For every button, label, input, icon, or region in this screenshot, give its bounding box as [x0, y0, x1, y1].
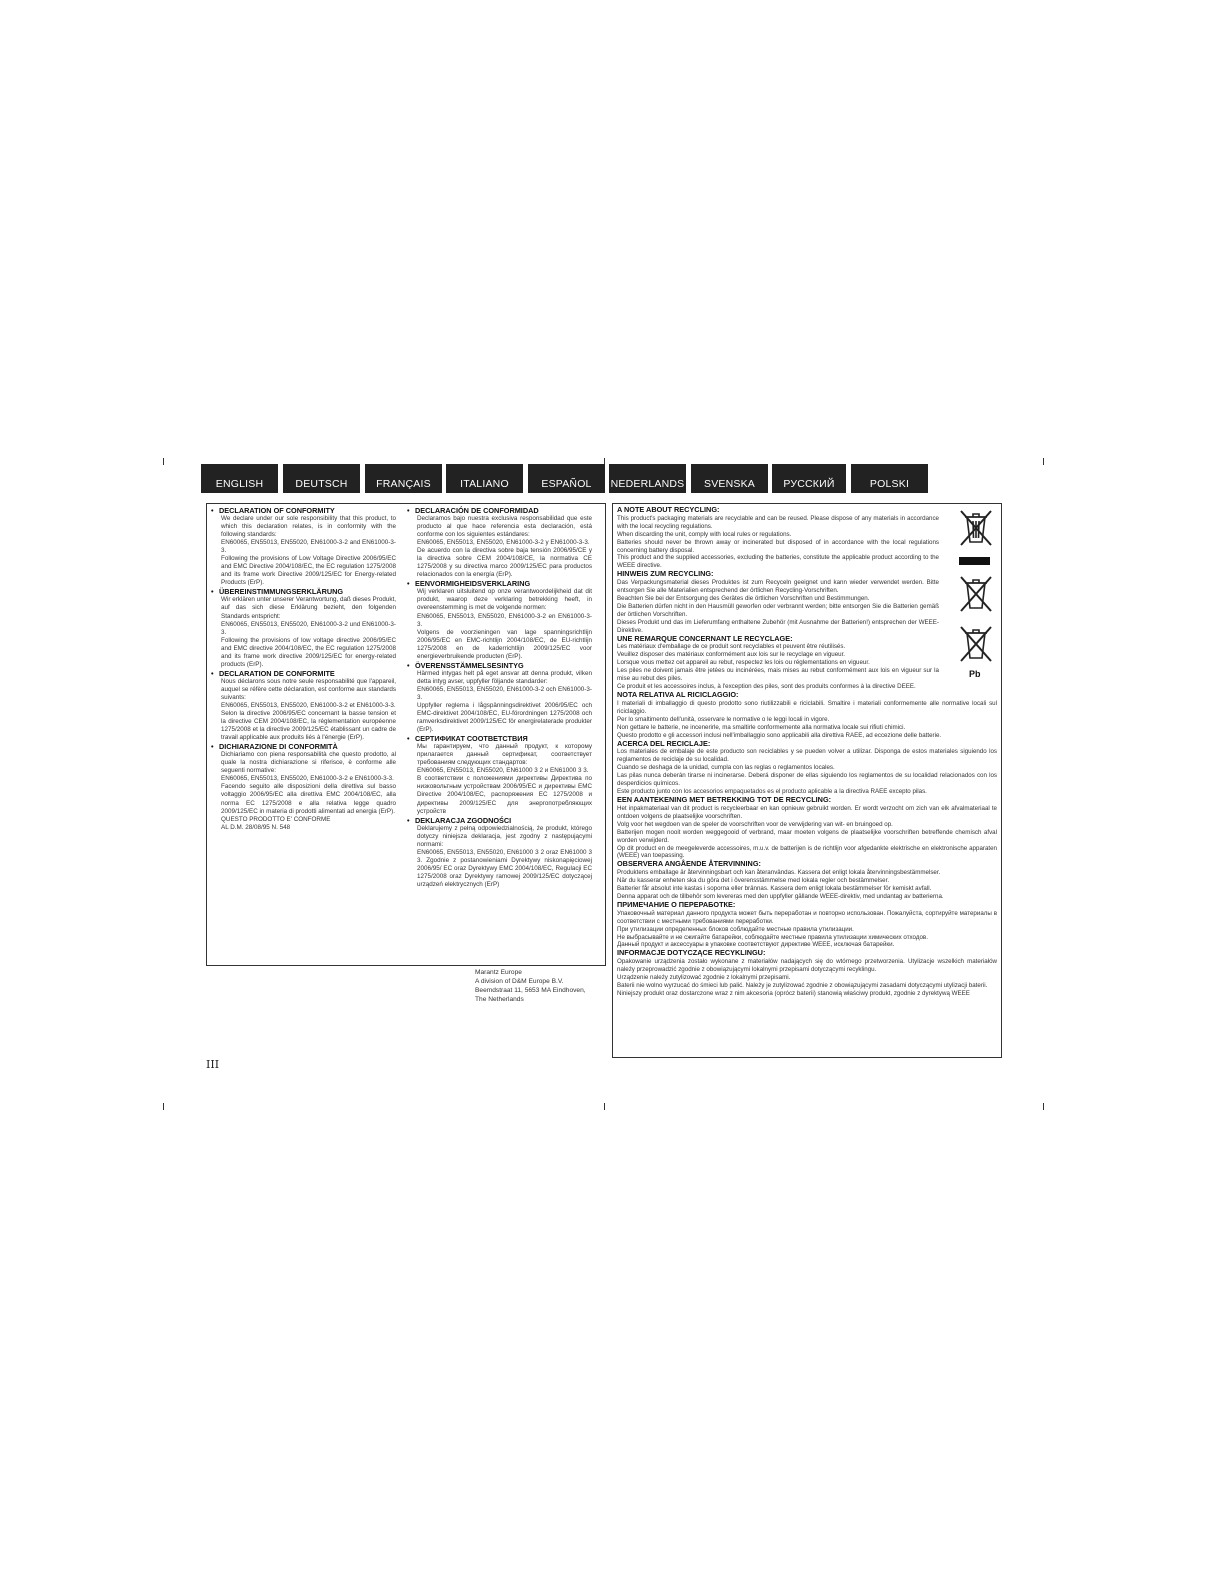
- declarations-column-left: [211, 506, 396, 832]
- recycling-text: Das Verpackungsmaterial dieses Produktes ist zum Recyceln geeignet und kann wieder verwendet werden. Bitte entsorgen Sie alle Materialien entsprechend der örtlichen Recycling-Vorschriften. Beachten Sie bei der Entsorgung des Gerätes die örtlichen Vorschriften und Bestimmungen. Die Batterien dürfen nicht in den Hausmüll geworfen oder verbrannt werden; bitte entsorgen Sie die Batterien gemäß der örtlichen Vorschriften. Dieses Produkt und das im Lieferumfang enthaltene Zubehör (mit Ausnahme der Batterien!) entsprechen der WEEE-Direktive.: [617, 579, 939, 634]
- recycling-title: EEN AANTEKENING MET BETREKKING TOT DE RECYCLING:: [617, 795, 832, 805]
- recycling-title: ПРИМЕЧАНИЕ О ПЕРЕРАБОТКЕ:: [617, 899, 736, 909]
- tab-espanol[interactable]: ESPAÑOL: [528, 464, 605, 493]
- declaration-german: • ÜBEREINSTIMMUNGSERKLÄRUNG Wir erklären unter unserer Verantwortung, daß dieses Produkt, auf das sich diese Erklärung bezieht, den folgenden Standards entspricht: EN60065, EN55013, EN55020, EN61000-3-2 und EN61000-3-3. Following the provisions of low voltage directive 2006/95/EC and EMC directive 2004/108/EC, the EC regulation 1275/2008 and its frame work directive 2009/125/EC for energy-related products (ErP).: [211, 587, 396, 668]
- crop-mark: [163, 1103, 164, 1110]
- recycling-text: Les matériaux d'emballage de ce produit sont recyclables et peuvent être réutilisés. Veuillez disposer des matériaux conformément aux lois sur le recyclage en vigueur. Lorsque vous mettez cet appareil au rebut, respectez les lois ou réglementations en vigueur. Les piles ne doivent jamais être jetées ou incinérées, mais mises au rebut conformément aux lois en vigueur sur la mise au rebut des piles. Ce produit et les accessoires inclus, à l'exception des piles, sont des produits conformes à la directive DEEE.: [617, 643, 939, 691]
- declaration-text: Härmed intygas helt på eget ansvar att denna produkt, vilken detta intyg avser, uppfyller följande standarder: EN60065, EN55013, EN55020, EN61000-3-2 och EN61000-3-3. Uppfyller reglerna i lågspänningsdirektivet 2006/95/EC och EMC-direktivet 2004/108/EC, EU-förordningen 1275/2008 och ramverksdirektivet 2009/125/EC för energirelaterade produkter (ErP).: [417, 669, 592, 734]
- declaration-title: DICHIARAZIONE DI CONFORMITÀ: [219, 742, 338, 752]
- recycling-title: NOTA RELATIVA AL RICICLAGGIO:: [617, 690, 739, 700]
- declaration-title: ÜBEREINSTIMMUNGSERKLÄRUNG: [219, 587, 344, 597]
- recycling-title: HINWEIS ZUM RECYCLING:: [617, 569, 714, 579]
- declaration-polish: • DEKLARACJA ZGODNOŚCI Deklarujemy z pełną odpowiedzialnością, że produkt, którego dotyczy niniejsza deklaracja, jest zgodny z następującymi normami: EN60065, EN55013, EN55020, EN61000 3 2 oraz EN61000 3 3. Zgodnie z postanowieniami Dyrektywy niskonapięciowej 2006/95/ EC oraz Dyrektywy EMC 2004/108/EC, Regulacji EC 1275/2008 oraz Dyrektywy ramowej 2009/125/EC dotyczącej urządzeń elektrycznych (ErP): [407, 815, 592, 888]
- tab-francais[interactable]: FRANÇAIS: [365, 464, 442, 493]
- recycling-title: A NOTE ABOUT RECYCLING:: [617, 505, 720, 514]
- language-tabs: [201, 464, 928, 493]
- recycling-swedish: [617, 860, 997, 901]
- recycling-polish: [617, 949, 997, 997]
- recycling-text: This product's packaging materials are recyclable and can be reused. Please dispose of any materials in accordance with the local recycling regulations. When discarding the unit, comply with local rules or regulations. Batteries should never be thrown away or incinerated but disposed of in accordance with the local regulations concerning battery disposal. This product and the supplied accessories, excluding the batteries, constitute the applicable product according to the WEEE directive.: [617, 514, 939, 570]
- crossed-bin-icon: [958, 624, 994, 664]
- declaration-title: DECLARACIÓN DE CONFORMIDAD: [415, 506, 539, 515]
- crop-mark: [604, 1103, 605, 1110]
- declarations-column-middle: [407, 506, 592, 889]
- recycling-title: ACERCA DEL RECICLAJE:: [617, 738, 711, 748]
- declaration-russian: • СЕРТИФИКАТ СООТВЕТСТВИЯ Мы гарантируем, что данный продукт, к которому прилагается данный сертификат, соответствует требованиям следующих стандартов: EN60065, EN55013, EN55020, EN61000 3 2 и EN61000 3 3. В соответствии с положениями директивы Директива по низковольтным устройствам 2006/95/EC и директивы EMC Directive 2004/108/EC, распоряжения EC 1275/2008 и директивы 2009/125/EC для энергопотребляющих устройств: [407, 734, 592, 815]
- tab-polski[interactable]: POLSKI: [851, 464, 928, 493]
- tab-deutsch[interactable]: DEUTSCH: [283, 464, 360, 493]
- declaration-title: DEKLARACJA ZGODNOŚCI: [415, 815, 512, 825]
- recycling-german: [617, 570, 997, 634]
- recycling-title: UNE REMARQUE CONCERNANT LE RECYCLAGE:: [617, 633, 793, 643]
- recycling-spanish: [617, 740, 997, 796]
- recycling-russian: [617, 901, 997, 949]
- tab-svenska[interactable]: SVENSKA: [691, 464, 768, 493]
- address-line: The Netherlands: [475, 996, 524, 1003]
- recycling-dutch: [617, 796, 997, 860]
- declaration-english: • DECLARATION OF CONFORMITY We declare under our sole responsibility that this product, to which this declaration relates, is in conformity with the following standards: EN60065, EN55013, EN55020, EN61000-3-2 and EN61000-3-3. Following the provisions of Low Voltage Directive 2006/95/EC and EMC Directive 2004/108/EC, the EC regulation 1275/2008 and its frame work Directive 2009/125/EC for Energy-related Products (ErP).: [211, 506, 396, 587]
- recycling-text: Los materiales de embalaje de este producto son reciclables y se pueden volver a utilizar. Disponga de estos materiales siguiendo los reglamentos de reciclaje de su localidad. Cuando se deshaga de la unidad, cumpla con las reglas o reglamentos locales. Las pilas nunca deberán tirarse ni incinerarse. Deberá disponer de ellas siguiendo los reglamentos de su localidad relacionados con los desperdicios químicos. Este producto junto con los accesorios empaquetados es el producto aplicable a la directiva RAEE excepto pilas.: [617, 748, 997, 796]
- recycling-french: [617, 635, 997, 691]
- manufacturer-address: [475, 968, 586, 1004]
- declaration-text: Declaramos bajo nuestra exclusiva responsabilidad que este producto al que hace referencia esta declaración, está conforme con los siguientes estándares: EN60065, EN55013, EN55020, EN61000-3-2 y EN61000-3-3. De acuerdo con la directiva sobre baja tensión 2006/95/CE y la directiva sobre CEM 2004/108/CE, la normativa CE 1275/2008 y su directiva marco 2009/125/EC para productos relacionados con la energía (ErP).: [417, 515, 592, 579]
- recycling-title: INFORMACJE DOTYCZĄCE RECYKLINGU:: [617, 948, 766, 958]
- crossed-bin-icon: [958, 574, 994, 614]
- address-line: Beemdstraat 11, 5653 MA Eindhoven,: [475, 987, 586, 994]
- recycling-notes: [617, 506, 997, 998]
- recycling-text: Упаковочный материал данного продукта может быть переработан и повторно использован. Пожалуйста, сортируйте материалы в соответствии с местными требованиями переработки. При утилизации определенных блоков соблюдайте местные правила утилизации. Не выбрасывайте и не сжигайте батарейки, соблюдайте местные правила утилизации химических отходов. Данный продукт и аксессуары в упаковке соответствуют директиве WEEE, исключая батарейки.: [617, 909, 997, 949]
- declaration-text: Wir erklären unter unserer Verantwortung, daß dieses Produkt, auf das sich diese Erklärung bezieht, den folgenden Standards entspricht: EN60065, EN55013, EN55020, EN61000-3-2 und EN61000-3-3. Following the provisions of low voltage directive 2006/95/EC and EMC directive 2004/108/EC, the EC regulation 1275/2008 and its frame work directive 2009/125/EC for energy-related products (ErP).: [221, 596, 396, 668]
- declaration-text: Dichiariamo con piena responsabilità che questo prodotto, al quale la nostra dichiarazione si riferisce, è conforme alle seguenti normative: EN60065, EN55013, EN55020, EN61000-3-2 e EN61000-3-3. Facendo seguito alle disposizioni della direttiva sul basso voltaggio 2006/95/EC alla direttiva EMC 2004/108/EC, alla norma EC 1275/2008 e alla relativa legge quadro 2009/125/EC in materia di prodotti alimentati ad energia (ErP). QUESTO PRODOTTO E' CONFORME AL D.M. 28/08/95 N. 548: [221, 751, 396, 831]
- address-line: Marantz Europe: [475, 969, 522, 976]
- tab-russian[interactable]: РУССКИЙ: [772, 464, 846, 493]
- declaration-text: Мы гарантируем, что данный продукт, к которому прилагается данный сертификат, соответствует требованиям следующих стандартов: EN60065, EN55013, EN55020, EN61000 3 2 и EN61000 3 3. В соответствии с положениями директивы Директива по низковольтным устройствам 2006/95/EC и директивы EMC Directive 2004/108/EC, распоряжения EC 1275/2008 и директивы 2009/125/EC для энергопотребляющих устройств: [417, 743, 592, 815]
- declaration-italian: • DICHIARAZIONE DI CONFORMITÀ Dichiariamo con piena responsabilità che questo prodotto, al quale la nostra dichiarazione si riferisce, è conforme alle seguenti normative: EN60065, EN55013, EN55020, EN61000-3-2 e EN61000-3-3. Facendo seguito alle disposizioni della direttiva sul basso voltaggio 2006/95/EC alla direttiva EMC 2004/108/EC, alla norma EC 1275/2008 e alla relativa legge quadro 2009/125/EC in materia di prodotti alimentati ad energia (ErP). QUESTO PRODOTTO E' CONFORME AL D.M. 28/08/95 N. 548: [211, 742, 396, 831]
- recycling-english: [617, 506, 997, 570]
- declaration-text: Deklarujemy z pełną odpowiedzialnością, że produkt, którego dotyczy niniejsza deklaracja, jest zgodny z następującymi normami: EN60065, EN55013, EN55020, EN61000 3 2 oraz EN61000 3 3. Zgodnie z postanowieniami Dyrektywy niskonapięciowej 2006/95/ EC oraz Dyrektywy EMC 2004/108/EC, Regulacji EC 1275/2008 oraz Dyrektywy ramowej 2009/125/EC dotyczącej urządzeń elektrycznych (ErP): [417, 824, 592, 888]
- declaration-title: DECLARATION DE CONFORMITE: [219, 668, 335, 678]
- crop-mark: [1043, 458, 1044, 465]
- recycling-text: Produktens emballage är återvinningsbart och kan återanvändas. Kassera det enligt lokala återvinningsbestämmelser. När du kasserar enheten ska du göra det i överensstämmelse med lokala regler och bestämmelser. Batterier får absolut inte kastas i soporna eller brännas. Kassera dem enligt lokala bestämmelser för kemiskt avfall. Denna apparat och de tillbehör som levereras med den uppfyller gällande WEEE-direktiv, med undantag av batterierna.: [617, 869, 944, 900]
- declaration-dutch: • EENVORMIGHEIDSVERKLARING Wij verklaren uitsluitend op onze verantwoordelijkheid dat dit produkt, waarop deze verklaring betrekking heeft, in overeenstemming is met de volgende normen: EN60065, EN55013, EN55020, EN61000-3-2 en EN61000-3-3. Volgens de voorzieningen van lage spanningsrichtlijn 2006/95/EC en EMC-richtlijn 2004/108/EC, de EU-richtlijn 1275/2008 en de kaderrichtlijn 2009/125/EC voor energieverbruikende producten (ErP).: [407, 579, 592, 660]
- declaration-french: • DECLARATION DE CONFORMITE Nous déclarons sous notre seule responsabilité que l'appareil, auquel se réfère cette déclaration, est conforme aux standards suivants: EN60065, EN55013, EN55020, EN61000-3-2 et EN61000-3-3. Selon la directive 2006/95/EC concernant la basse tension et la directive CEM 2004/108/EC, la réglementation européenne 1275/2008 et la directive 2009/125/EC établissant un cadre de travail applicable aux produits liés à l'énergie (ErP).: [211, 668, 396, 742]
- tab-english[interactable]: ENGLISH: [201, 464, 278, 493]
- tab-nederlands[interactable]: NEDERLANDS: [609, 464, 686, 493]
- declaration-swedish: • ÖVERENSSTÄMMELSESINTYG Härmed intygas helt på eget ansvar att denna produkt, vilken detta intyg avser, uppfyller följande standarder: EN60065, EN55013, EN55020, EN61000-3-2 och EN61000-3-3. Uppfyller reglerna i lågspänningsdirektivet 2006/95/EC och EMC-direktivet 2004/108/EC, EU-förordningen 1275/2008 och ramverksdirektivet 2009/125/EC för energirelaterade produkter (ErP).: [407, 660, 592, 734]
- declaration-title: ÖVERENSSTÄMMELSESINTYG: [415, 660, 524, 670]
- declaration-title: СЕРТИФИКАТ СООТВЕТСТВИЯ: [415, 734, 528, 744]
- recycling-text: Opakowanie urządzenia zostało wykonane z materiałów nadających się do wtórnego przetworzenia. Utylizacje wszelkich materiałów należy przeprowadzić zgodnie z obowiązującymi lokalnymi przepisami dotyczącymi recyklingu. Urządzenie należy zutylizować zgodnie z lokalnymi przepisami. Baterii nie wolno wyrzucać do śmieci lub palić. Należy je zutylizować zgodnie z obowiązującymi zasadami dotyczącymi utylizacji baterii. Niniejszy produkt oraz dostarczone wraz z nim akcesoria (oprócz baterii) stanowią właściwy produkt, zgodnie z dyrektywą WEEE: [617, 958, 997, 997]
- recycling-italian: [617, 691, 997, 739]
- pb-label: Pb: [969, 669, 981, 679]
- declaration-text: Nous déclarons sous notre seule responsabilité que l'appareil, auquel se réfère cette déclaration, est conforme aux standards suivants: EN60065, EN55013, EN55020, EN61000-3-2 et EN61000-3-3. Selon la directive 2006/95/EC concernant la basse tension et la directive CEM 2004/108/EC, la réglementation européenne 1275/2008 et la directive 2009/125/EC établissant un cadre de travail applicable aux produits liés à l'énergie (ErP).: [221, 677, 396, 742]
- recycling-text: I materiali di imballaggio di questo prodotto sono riutilizzabili e riciclabili. Smaltire i materiali conformemente alle normative locali sul riciclaggio. Per lo smaltimento dell'unità, osservare le normative o le leggi locali in vigore. Non gettare le batterie, ne incenerirle, ma smaltirle conformemente alla normativa locale sui rifiuti chimici. Questo prodotto e gli accessori inclusi nell'imballaggio sono applicabili alla direttiva RAEE, ad eccezione delle batterie.: [617, 699, 997, 739]
- weee-bar-icon: [959, 557, 990, 565]
- page-number: III: [206, 1058, 220, 1071]
- declaration-spanish: • DECLARACIÓN DE CONFORMIDAD Declaramos bajo nuestra exclusiva responsabilidad que este producto al que hace referencia esta declaración, está conforme con los siguientes estándares: EN60065, EN55013, EN55020, EN61000-3-2 y EN61000-3-3. De acuerdo con la directiva sobre baja tensión 2006/95/CE y la directiva sobre CEM 2004/108/CE, la normativa CE 1275/2008 y su directiva marco 2009/125/EC para productos relacionados con la energía (ErP).: [407, 506, 592, 579]
- declaration-text: Wij verklaren uitsluitend op onze verantwoordelijkheid dat dit produkt, waarop deze verklaring betrekking heeft, in overeenstemming is met de volgende normen: EN60065, EN55013, EN55020, EN61000-3-2 en EN61000-3-3. Volgens de voorzieningen van lage spanningsrichtlijn 2006/95/EC en EMC-richtlijn 2004/108/EC, de EU-richtlijn 1275/2008 en de kaderrichtlijn 2009/125/EC voor energieverbruikende producten (ErP).: [417, 588, 592, 660]
- declaration-title: EENVORMIGHEIDSVERKLARING: [415, 579, 531, 589]
- declaration-title: DECLARATION OF CONFORMITY: [219, 506, 335, 515]
- address-line: A division of D&M Europe B.V.: [475, 978, 564, 985]
- declaration-text: We declare under our sole responsibility that this product, to which this declaration relates, is in conformity with the following standards: EN60065, EN55013, EN55020, EN61000-3-2 and EN61000-3-3. Following the provisions of Low Voltage Directive 2006/95/EC and EMC Directive 2004/108/EC, the EC regulation 1275/2008 and its frame work Directive 2009/125/EC for Energy-related Products (ErP).: [221, 515, 396, 587]
- crossed-bin-icon: [958, 508, 994, 548]
- crop-mark: [1043, 1103, 1044, 1110]
- recycling-text: Het inpakmateriaal van dit product is recycleerbaar en kan opnieuw gebruikt worden. Er wordt verzocht om zich van elk afvalmateriaal te ontdoen volgens de plaatselijke voorschriften. Volg voor het wegdoen van de speler de voorschriften voor de verwijdering van wit- en bruingoed op. Batterijen mogen nooit worden weggegooid of verbrand, maar moeten volgens de plaatselijke voorschriften betreffende chemisch afval worden verwijderd. Op dit product en de meegeleverde accessoires, m.u.v. de batterijen is de richtlijn voor afgedankte elektrische en elektronische apparaten (WEEE) van toepassing.: [617, 804, 997, 860]
- tab-italiano[interactable]: ITALIANO: [446, 464, 523, 493]
- recycling-title: OBSERVERA ANGÅENDE ÅTERVINNING:: [617, 859, 761, 869]
- crop-mark: [163, 458, 164, 465]
